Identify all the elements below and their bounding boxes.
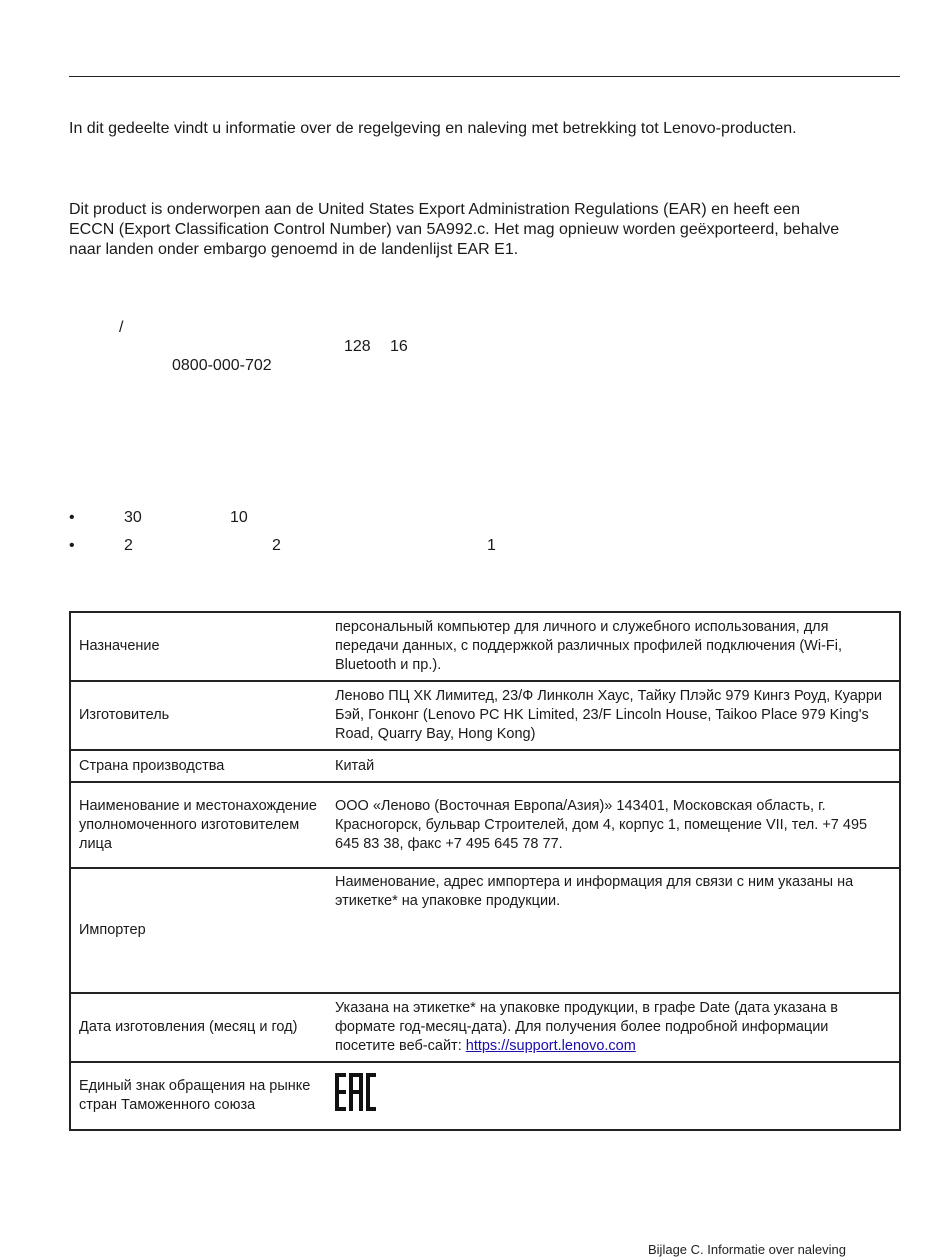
- table-row: [70, 612, 900, 681]
- fragment-number: 16: [390, 338, 408, 355]
- row-value: Китай: [327, 750, 900, 782]
- row-value: [327, 993, 900, 1062]
- row-label: Единый знак обращения на рынке стран Таможенного союза: [70, 1062, 327, 1130]
- export-paragraph: [69, 200, 901, 260]
- row-label: Изготовитель: [70, 681, 327, 750]
- bullet-value: 30: [124, 509, 142, 526]
- row-label: Наименование и местонахождение уполномоченного изготовителем лица: [70, 782, 327, 868]
- fragment-number: 128: [344, 338, 371, 355]
- row-value: ООО «Леново (Восточная Европа/Азия)» 143401, Московская область, г. Красногорск, бульвар Строителей, дом 4, корпус 1, помещение VII, тел. +7 495 645 83 38, факс +7 495 645 78 77.: [327, 782, 900, 868]
- bullet-icon: •: [69, 537, 75, 554]
- table-row: [70, 681, 900, 750]
- support-link[interactable]: https://support.lenovo.com: [465, 1038, 636, 1054]
- row-label: Назначение: [70, 612, 327, 681]
- table-row: [70, 782, 900, 868]
- certification-table: [69, 611, 901, 1131]
- export-line: Dit product is onderworpen aan de United States Export Administration Regulations (EAR) en heeft een: [69, 201, 801, 218]
- table-row: [70, 1062, 900, 1130]
- page-footer: Bijlage C. Informatie over naleving: [648, 1242, 846, 1257]
- row-label: Страна производства: [70, 750, 327, 782]
- row-value-text: Указана на этикетке* на упаковке продукции, в графе Date (дата указана в формате год-месяц-дата). Для получения более подробной информации посетите веб-сайт:: [335, 1000, 839, 1054]
- table-row: [70, 868, 900, 993]
- row-value: [327, 1062, 900, 1130]
- top-rule: [69, 76, 900, 77]
- bullet-value: 1: [487, 537, 496, 554]
- export-line: naar landen onder embargo genoemd in de landenlijst EAR E1.: [69, 241, 519, 258]
- intro-paragraph: In dit gedeelte vindt u informatie over de regelgeving en naleving met betrekking tot Lenovo-producten.: [69, 120, 797, 137]
- bullet-icon: •: [69, 509, 75, 526]
- row-value: Леново ПЦ ХК Лимитед, 23/Ф Линколн Хаус, Тайку Плэйс 979 Кингз Роуд, Куарри Бэй, Гонконг (Lenovo PC HK Limited, 23/F Lincoln House, Taikoo Place 979 King's Road, Quarry Bay, Hong Kong): [327, 681, 900, 750]
- row-value: Наименование, адрес импортера и информация для связи с ним указаны на этикетке* на упаковке продукции.: [327, 868, 900, 993]
- export-line: ECCN (Export Classification Control Number) van 5A992.c. Het mag opnieuw worden geëxporteerd, behalve: [69, 221, 840, 238]
- table-row: [70, 993, 900, 1062]
- phone-number: 0800-000-702: [172, 357, 272, 374]
- bullet-value: 10: [230, 509, 248, 526]
- row-label: Дата изготовления (месяц и год): [70, 993, 327, 1062]
- bullet-value: 2: [124, 537, 133, 554]
- eac-mark-icon: [335, 1073, 377, 1117]
- row-value: персональный компьютер для личного и служебного использования, для передачи данных, с поддержкой различных профилей подключения (Wi-Fi, Bluetooth и пр.).: [327, 612, 900, 681]
- table-row: [70, 750, 900, 782]
- row-label: Импортер: [70, 868, 327, 993]
- bullet-value: 2: [272, 537, 281, 554]
- fragment-slash: /: [119, 319, 124, 336]
